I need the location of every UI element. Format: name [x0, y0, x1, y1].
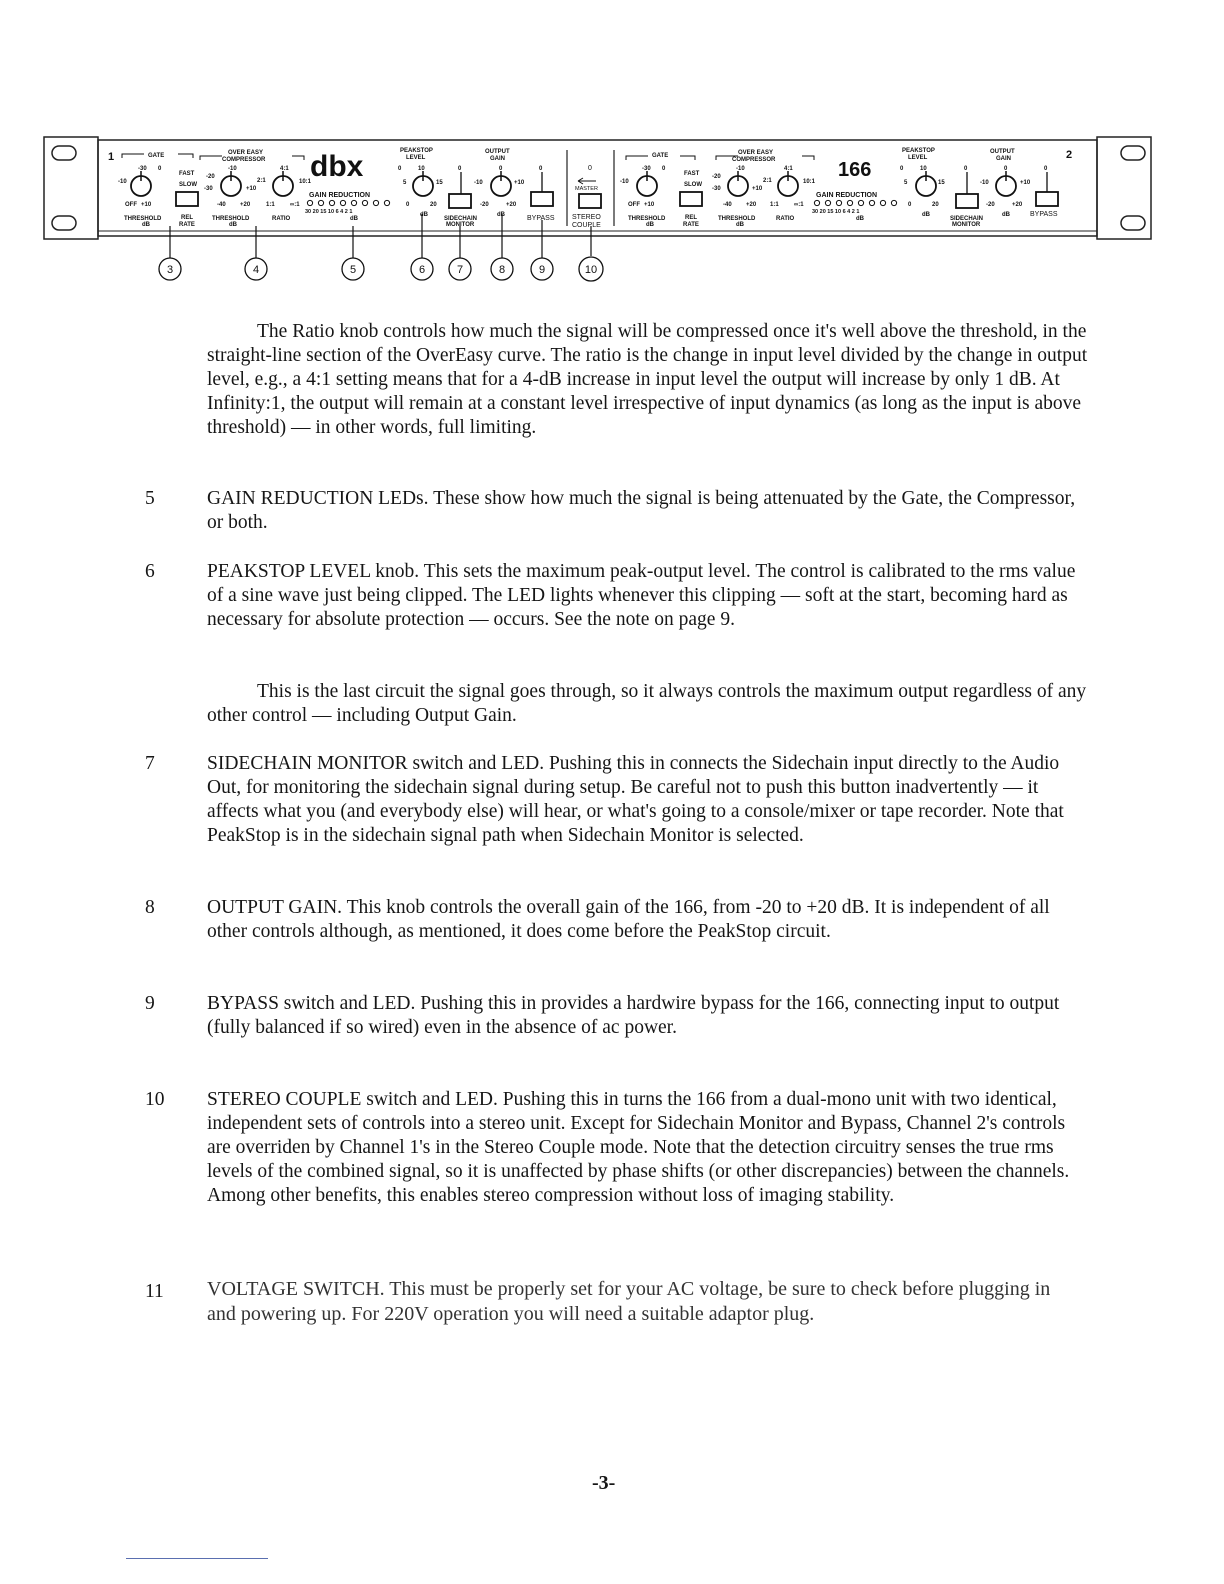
svg-text:1:1: 1:1	[770, 202, 779, 208]
svg-text:-10: -10	[474, 180, 483, 186]
svg-text:+10: +10	[644, 202, 655, 208]
svg-text:-10: -10	[118, 179, 127, 185]
item-text: Pushing this in connects the Sidechain input directly to the Audio Out, for monitoring the sidechain signal during setup. Be careful not to push this button inadvertently — it affects what you (and everybody else) will hear, or what's going to a console/mixer or tape recorder. Note that PeakStop is in the sidechain signal path when Sidechain Monitor is selected.	[207, 753, 1064, 846]
item-number: 10	[145, 1089, 165, 1110]
item-output-gain	[207, 896, 1092, 944]
callout-8: 8	[498, 264, 506, 276]
svg-text:-30: -30	[642, 166, 651, 172]
item-number: 5	[145, 488, 155, 509]
rel-rate-switch[interactable]	[176, 192, 198, 206]
svg-text:-10: -10	[980, 180, 989, 186]
svg-text:4:1: 4:1	[280, 166, 289, 172]
callout-5: 5	[349, 264, 357, 276]
svg-text:-10: -10	[228, 166, 237, 172]
svg-text:+10: +10	[514, 180, 525, 186]
svg-text:2:1: 2:1	[763, 178, 772, 184]
svg-text:-30: -30	[204, 186, 213, 192]
svg-text:RATIO: RATIO	[272, 216, 291, 222]
channel-number: 2	[1066, 149, 1073, 161]
item-gain-reduction	[207, 487, 1092, 535]
svg-text:2:1: 2:1	[257, 178, 266, 184]
callout-9: 9	[538, 264, 546, 276]
svg-text:-40: -40	[723, 202, 732, 208]
svg-text:OFF: OFF	[125, 202, 137, 208]
bypass-switch[interactable]	[1036, 192, 1058, 206]
item-title: PEAKSTOP LEVEL knob.	[207, 561, 420, 582]
svg-text:THRESHOLD: THRESHOLD	[718, 216, 756, 222]
svg-text:LEVEL: LEVEL	[908, 155, 928, 161]
callout-6: 6	[418, 264, 426, 276]
gate-label: GATE	[148, 153, 165, 159]
svg-text:4:1: 4:1	[784, 166, 793, 172]
item-peakstop	[207, 560, 1092, 632]
svg-text:REL: REL	[685, 215, 697, 221]
bypass-switch[interactable]	[531, 192, 553, 206]
svg-text:0: 0	[398, 166, 402, 172]
svg-text:∞:1: ∞:1	[290, 202, 300, 208]
svg-text:0: 0	[908, 202, 912, 208]
svg-text:SLOW: SLOW	[684, 182, 702, 188]
channel-1-controls	[108, 148, 555, 228]
svg-text:10:1: 10:1	[803, 179, 816, 185]
svg-text:GAIN: GAIN	[996, 156, 1011, 162]
svg-text:dB: dB	[1002, 212, 1010, 218]
rack-hole	[52, 146, 76, 160]
svg-text:0: 0	[588, 165, 592, 172]
callout-circles	[159, 257, 603, 281]
svg-text:FAST: FAST	[179, 171, 195, 177]
svg-text:COUPLE: COUPLE	[572, 222, 601, 229]
rack-hole	[1121, 146, 1145, 160]
rack-hole	[52, 216, 76, 230]
sidechain-monitor-switch[interactable]	[956, 194, 978, 208]
item-title: OUTPUT GAIN.	[207, 897, 343, 918]
svg-text:-20: -20	[986, 202, 995, 208]
item-title: BYPASS switch and LED.	[207, 993, 416, 1014]
svg-text:dB: dB	[420, 212, 428, 218]
svg-text:15: 15	[938, 180, 945, 186]
item-title: VOLTAGE SWITCH.	[207, 1278, 385, 1300]
svg-text:dB: dB	[350, 216, 358, 222]
svg-text:20: 20	[932, 202, 939, 208]
svg-text:30 20 15 10 6 4 2 1: 30 20 15 10 6 4 2 1	[305, 209, 353, 215]
rack-ear-right	[1097, 137, 1151, 239]
svg-text:1:1: 1:1	[266, 202, 275, 208]
svg-text:PEAKSTOP: PEAKSTOP	[400, 148, 433, 154]
item-title: SIDECHAIN MONITOR switch and LED.	[207, 753, 545, 774]
item-number: 8	[145, 897, 155, 918]
channel-number: 1	[108, 151, 115, 163]
svg-text:FAST: FAST	[684, 171, 700, 177]
front-panel-diagram	[0, 0, 1224, 300]
svg-text:-20: -20	[206, 174, 215, 180]
channel-2-controls	[620, 148, 1072, 228]
svg-text:10:1: 10:1	[299, 179, 312, 185]
svg-text:+10: +10	[1020, 180, 1031, 186]
svg-text:MONITOR: MONITOR	[952, 222, 981, 228]
page-number: -3-	[592, 1472, 616, 1494]
svg-text:15: 15	[436, 180, 443, 186]
item-text: These show how much the signal is being attenuated by the Gate, the Compressor, or both.	[207, 488, 1076, 533]
svg-text:SIDECHAIN: SIDECHAIN	[950, 216, 984, 222]
svg-text:BYPASS: BYPASS	[1030, 211, 1058, 218]
svg-text:SLOW: SLOW	[179, 182, 197, 188]
svg-text:STEREO: STEREO	[572, 214, 601, 221]
item-bypass	[207, 992, 1092, 1040]
svg-text:5: 5	[403, 180, 407, 186]
svg-text:THRESHOLD: THRESHOLD	[124, 216, 162, 222]
svg-text:-30: -30	[138, 166, 147, 172]
item-title: GAIN REDUCTION LEDs.	[207, 488, 429, 509]
svg-text:REL: REL	[181, 215, 193, 221]
svg-text:+20: +20	[240, 202, 251, 208]
svg-text:PEAKSTOP: PEAKSTOP	[902, 148, 935, 154]
svg-text:-10: -10	[620, 179, 629, 185]
svg-text:0: 0	[1044, 166, 1048, 172]
svg-text:dB: dB	[736, 222, 744, 228]
item-text: This must be properly set for your AC voltage, be sure to check before plugging in and powering up. For 220V operation you will need a suitable adaptor plug.	[207, 1278, 1051, 1325]
svg-text:OVER EASY: OVER EASY	[228, 150, 264, 156]
svg-text:OVER EASY: OVER EASY	[738, 150, 774, 156]
svg-text:0: 0	[406, 202, 410, 208]
item-text: This sets the maximum peak-output level. The control is calibrated to the rms value of a sine wave just being clipped. The LED lights whenever this clipping — soft at the start, becoming hard as necessary for absolute protection — occurs. See the note on page 9.	[207, 561, 1076, 630]
svg-text:0: 0	[1004, 166, 1008, 172]
svg-text:0: 0	[158, 166, 162, 172]
svg-text:∞:1: ∞:1	[794, 202, 804, 208]
peakstop-extra-paragraph: This is the last circuit the signal goes through, so it always controls the maximum output regardless of any other control — including Output Gain.	[207, 681, 1087, 726]
svg-text:+10: +10	[141, 202, 152, 208]
item-text: Pushing this in provides a hardwire bypass for the 166, connecting input to output (fully balanced if so wired) even in the absence of ac power.	[207, 993, 1060, 1038]
svg-text:OUTPUT: OUTPUT	[485, 149, 510, 155]
svg-text:SIDECHAIN: SIDECHAIN	[444, 216, 478, 222]
svg-text:10: 10	[418, 166, 425, 172]
ratio-paragraph: The Ratio knob controls how much the signal will be compressed once it's well above the threshold, in the straight-line section of the OverEasy curve. The ratio is the change in input level divided by the change in output level, e.g., a 4:1 setting means that for a 4-dB increase in input level the output will increase by only 1 dB. At Infinity:1, the output will remain at a constant level irrespective of input dynamics (as long as the input is above threshold) — in other words, full limiting.	[207, 321, 1088, 438]
svg-text:+10: +10	[246, 186, 257, 192]
footer-rule	[126, 1558, 268, 1559]
svg-text:OFF: OFF	[628, 202, 640, 208]
svg-text:RATE: RATE	[683, 222, 699, 228]
brand-logo: dbx	[310, 150, 364, 183]
svg-text:-20: -20	[712, 174, 721, 180]
svg-text:20: 20	[430, 202, 437, 208]
item-number: 7	[145, 753, 155, 774]
rack-hole	[1121, 216, 1145, 230]
svg-text:dB: dB	[646, 222, 654, 228]
svg-text:RATE: RATE	[179, 222, 195, 228]
svg-text:dB: dB	[856, 216, 864, 222]
item-number: 9	[145, 993, 155, 1014]
callout-4: 4	[252, 264, 260, 276]
item-number: 11	[145, 1281, 164, 1302]
svg-text:0: 0	[964, 166, 968, 172]
svg-text:0: 0	[539, 166, 543, 172]
svg-text:GAIN REDUCTION: GAIN REDUCTION	[309, 192, 371, 199]
svg-text:dB: dB	[229, 222, 237, 228]
item-number: 6	[145, 561, 155, 582]
svg-text:dB: dB	[922, 212, 930, 218]
svg-text:BYPASS: BYPASS	[527, 215, 555, 222]
gain-reduction-leds	[814, 200, 896, 205]
svg-text:dB: dB	[497, 212, 505, 218]
svg-text:COMPRESSOR: COMPRESSOR	[732, 157, 776, 163]
svg-text:10: 10	[920, 166, 927, 172]
svg-text:0: 0	[458, 166, 462, 172]
svg-text:+20: +20	[506, 202, 517, 208]
svg-text:GAIN REDUCTION: GAIN REDUCTION	[816, 192, 878, 199]
callout-3: 3	[166, 264, 174, 276]
item-voltage-switch	[207, 1277, 1057, 1327]
rel-rate-switch[interactable]	[680, 192, 702, 206]
svg-text:-40: -40	[217, 202, 226, 208]
item-text: This knob controls the overall gain of the 166, from -20 to +20 dB. It is independent of all other controls although, as mentioned, it does come before the PeakStop circuit.	[207, 897, 1050, 942]
svg-text:0: 0	[499, 166, 503, 172]
svg-text:GATE: GATE	[652, 153, 669, 159]
svg-text:-30: -30	[712, 186, 721, 192]
svg-text:OUTPUT: OUTPUT	[990, 149, 1015, 155]
svg-text:THRESHOLD: THRESHOLD	[212, 216, 250, 222]
svg-text:MONITOR: MONITOR	[446, 222, 475, 228]
svg-text:+10: +10	[752, 186, 763, 192]
svg-text:+20: +20	[746, 202, 757, 208]
svg-text:-20: -20	[480, 202, 489, 208]
svg-text:RATIO: RATIO	[776, 216, 795, 222]
item-title: STEREO COUPLE switch and LED.	[207, 1089, 498, 1110]
svg-text:GAIN: GAIN	[490, 156, 505, 162]
item-text: Pushing this in turns the 166 from a dual-mono unit with two identical, independent sets of controls into a stereo unit. Except for Sidechain Monitor and Bypass, Channel 2's controls are overriden by Channel 1's in the Stereo Couple mode. Note that the detection circuitry senses the true rms levels of the combined signal, so it is unaffected by phase shifts (or other discrepancies) between the channels. Among other benefits, this enables stereo compression without loss of imaging stability.	[207, 1089, 1070, 1206]
sidechain-monitor-switch[interactable]	[449, 194, 471, 208]
callout-7: 7	[456, 264, 464, 276]
svg-text:30 20 15 10 6 4 2 1: 30 20 15 10 6 4 2 1	[812, 209, 860, 215]
stereo-couple-switch[interactable]	[579, 194, 601, 208]
svg-text:+20: +20	[1012, 202, 1023, 208]
svg-text:0: 0	[900, 166, 904, 172]
callout-10: 10	[584, 264, 598, 276]
stereo-couple-section	[572, 165, 601, 229]
gain-reduction-leds	[307, 200, 389, 205]
svg-text:LEVEL: LEVEL	[406, 155, 426, 161]
svg-text:COMPRESSOR: COMPRESSOR	[222, 157, 266, 163]
item-stereo-couple	[207, 1088, 1092, 1208]
model-number: 166	[838, 159, 872, 181]
item-sidechain	[207, 752, 1092, 848]
svg-text:0: 0	[662, 166, 666, 172]
svg-text:dB: dB	[142, 222, 150, 228]
svg-text:5: 5	[904, 180, 908, 186]
svg-text:MASTER: MASTER	[575, 186, 598, 192]
svg-text:THRESHOLD: THRESHOLD	[628, 216, 666, 222]
svg-text:-10: -10	[736, 166, 745, 172]
